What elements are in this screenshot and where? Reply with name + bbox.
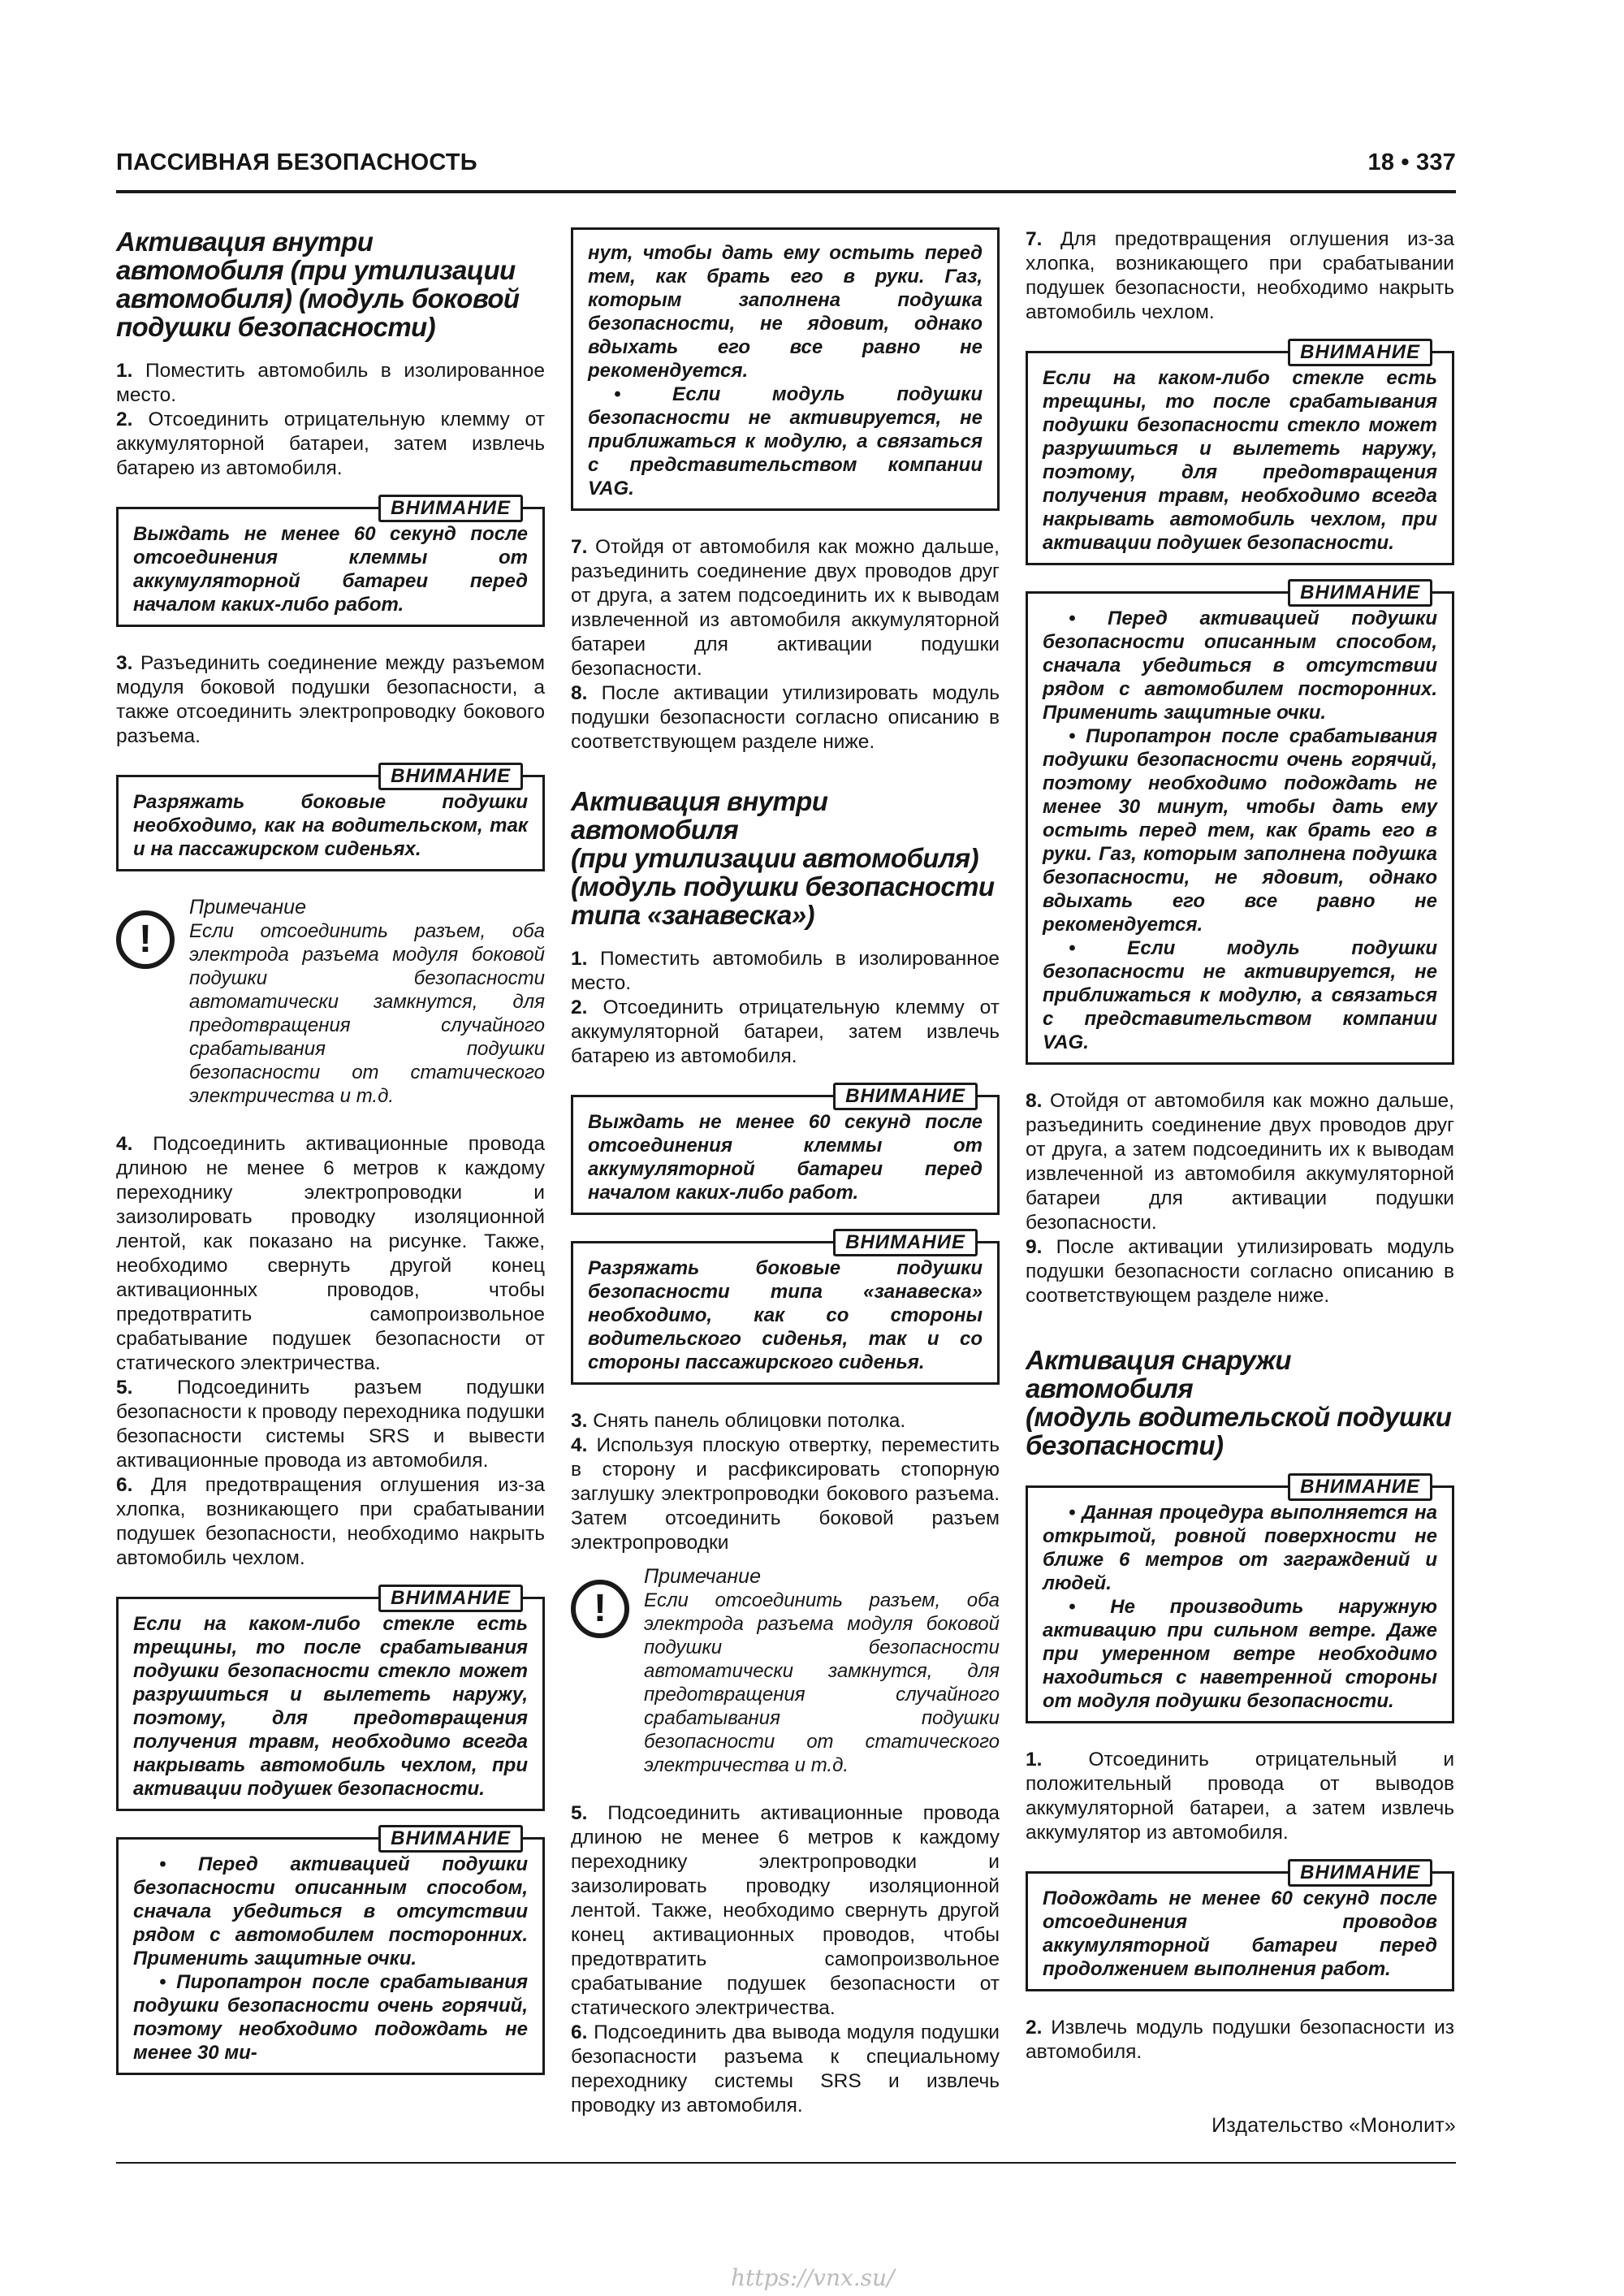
step-text: Поместить автомобиль в изолированное место. bbox=[116, 360, 545, 406]
step-item bbox=[116, 1376, 545, 1473]
header-rule bbox=[116, 190, 1456, 193]
heading-line: (при утилизации автомобиля) bbox=[571, 843, 978, 873]
step-number: 7. bbox=[571, 536, 588, 558]
step-text: Используя плоскую отвертку, переместить в сторону и расфиксировать стопорную заглушку электропроводки бокового разъема. Затем отсоединить боковой разъем электропроводки bbox=[571, 1434, 1000, 1554]
step-text: Отсоединить отрицательную клемму от аккумуляторной батареи, затем извлечь батарею из автомобиля. bbox=[571, 997, 1000, 1067]
step-item bbox=[1026, 1748, 1454, 1845]
watermark-url[interactable]: https://vnx.su/ bbox=[731, 2264, 895, 2291]
step-item bbox=[1026, 1235, 1454, 1308]
warning-text: • Пиропатрон после срабатывания подушки безопасности очень горячий, поэтому необходимо подождать не менее 30 минут, чтобы дать ему остыть перед тем, как брать его в руки. Газ, которым заполнена подушка безопасности, не ядовит, однако вдыхать его все равно не рекомендуется. bbox=[1043, 725, 1437, 936]
note-block bbox=[116, 896, 545, 1108]
step-number: 1. bbox=[1026, 1749, 1043, 1771]
step-text: Извлечь модуль подушки безопасности из автомобиля. bbox=[1026, 2017, 1455, 2063]
column-1 bbox=[116, 227, 545, 2099]
step-text: После активации утилизировать модуль подушки безопасности согласно описанию в соответствующем разделе ниже. bbox=[1026, 1236, 1454, 1307]
warning-label: ВНИМАНИЕ bbox=[833, 1083, 978, 1110]
step-item bbox=[116, 1132, 545, 1376]
warning-box-continued bbox=[571, 227, 1000, 511]
warning-text: • Перед активацией подушки безопасности описанным способом, сначала убедиться в отсутствии рядом с автомобилем посторонних. Применить защитные очки. bbox=[1043, 608, 1437, 724]
step-text: Подсоединить активационные провода длиною не менее 6 метров к каждому переходнику электропроводки и заизолировать проводку изоляционной лентой, как показано на рисунке. Также, необходимо свернуть другой конец активационных проводов, чтобы предотвратить самопроизвольное срабатывание подушек безопасности от статического электричества. bbox=[116, 1133, 545, 1374]
warning-label: ВНИМАНИЕ bbox=[1288, 1473, 1432, 1501]
step-number: 2. bbox=[116, 409, 133, 430]
step-item bbox=[571, 1433, 1000, 1555]
step-text: Подсоединить разъем подушки безопасности к проводу переходника подушки безопасности системы SRS и вывести активационные провода из автомобиля. bbox=[116, 1377, 545, 1472]
step-number: 5. bbox=[571, 1802, 588, 1824]
warning-box bbox=[116, 765, 545, 871]
warning-label: ВНИМАНИЕ bbox=[378, 1825, 523, 1853]
warning-text: Разряжать боковые подушки безопасности типа «занавеска» необходимо, как со стороны водительского сиденья, так и со стороны пассажирского сиденья. bbox=[588, 1257, 983, 1373]
step-text: Разъединить соединение между разъемом модуля боковой подушки безопасности, а также отсоединить электропроводку бокового разъема. bbox=[116, 652, 545, 747]
step-item bbox=[571, 2021, 1000, 2118]
step-text: Отсоединить отрицательный и положительный провода от выводов аккумуляторной батареи, а затем извлечь аккумулятор из автомобиля. bbox=[1026, 1749, 1455, 1844]
heading-line: Активация внутри bbox=[116, 227, 374, 257]
step-number: 9. bbox=[1026, 1236, 1043, 1258]
step-text: Снять панель облицовки потолка. bbox=[593, 1410, 906, 1432]
step-number: 2. bbox=[1026, 2017, 1043, 2039]
exclamation-icon: ! bbox=[571, 1580, 629, 1638]
heading-line: безопасности) bbox=[1026, 1430, 1224, 1460]
warning-text: • Данная процедура выполняется на открытой, ровной поверхности не ближе 6 метров от заграждений и людей. bbox=[1043, 1502, 1437, 1594]
step-text: Поместить автомобиль в изолированное место. bbox=[571, 948, 1000, 994]
footer-rule bbox=[116, 2162, 1456, 2164]
warning-label: ВНИМАНИЕ bbox=[833, 1229, 978, 1256]
warning-text: • Пиропатрон после срабатывания подушки безопасности очень горячий, поэтому необходимо подождать не менее 30 ми- bbox=[133, 1971, 528, 2064]
publisher-footer: Издательство «Монолит» bbox=[1212, 2114, 1456, 2137]
heading-line: автомобиля) (модуль боковой bbox=[116, 283, 520, 313]
step-item bbox=[571, 535, 1000, 681]
warning-box bbox=[1026, 582, 1454, 1065]
note-text: Если отсоединить разъем, оба электрода разъема модуля боковой подушки безопасности автоматически замкнутся, для предотвращения случайного срабатывания подушки безопасности от статического электричества и т.д. bbox=[189, 920, 545, 1107]
step-number: 4. bbox=[571, 1434, 588, 1456]
note-text: Если отсоединить разъем, оба электрода разъема модуля боковой подушки безопасности автоматически замкнутся, для предотвращения случайного срабатывания подушки безопасности от статического электричества и т.д. bbox=[644, 1589, 1000, 1776]
warning-text: Если на каком-либо стекле есть трещины, то после срабатывания подушки безопасности стекло может разрушиться и вылететь наружу, поэтому, для предотвращения получения травм, необходимо всегда накрывать автомобиль чехлом, при активации подушек безопасности. bbox=[133, 1613, 528, 1800]
step-number: 6. bbox=[571, 2021, 588, 2043]
step-item bbox=[571, 996, 1000, 1069]
section-title: ПАССИВНАЯ БЕЗОПАСНОСТЬ bbox=[116, 149, 477, 175]
step-number: 6. bbox=[116, 1474, 133, 1496]
note-block bbox=[571, 1565, 1000, 1777]
warning-text: нут, чтобы дать ему остыть перед тем, как брать его в руки. Газ, которым заполнена подушка безопасности, не ядовит, однако вдыхать его все равно не рекомендуется. bbox=[588, 242, 983, 382]
warning-text: Если на каком-либо стекле есть трещины, то после срабатывания подушки безопасности стекло может разрушиться и вылететь наружу, поэтому, для предотвращения получения травм, необходимо всегда накрывать автомобиль чехлом, при активации подушек безопасности. bbox=[1043, 367, 1437, 554]
column-2 bbox=[571, 227, 1000, 2118]
step-text: Для предотвращения оглушения из-за хлопка, возникающего при срабатывании подушек безопасности, необходимо накрыть автомобиль чехлом. bbox=[1026, 228, 1454, 323]
warning-text: • Не производить наружную активацию при сильном ветре. Даже при умеренном ветре необходимо находиться с наветренной стороны от модуля подушки безопасности. bbox=[1043, 1596, 1437, 1712]
warning-label: ВНИМАНИЕ bbox=[1288, 1859, 1432, 1887]
step-item bbox=[116, 1473, 545, 1571]
warning-box bbox=[1026, 341, 1454, 565]
step-item bbox=[571, 1801, 1000, 2021]
step-number: 4. bbox=[116, 1133, 133, 1155]
step-number: 5. bbox=[116, 1377, 133, 1399]
warning-box bbox=[116, 1827, 545, 2075]
step-number: 3. bbox=[116, 652, 133, 674]
step-item bbox=[1026, 2016, 1454, 2065]
page-number: 18 • 337 bbox=[1367, 149, 1456, 175]
warning-text: Подождать не менее 60 секунд после отсоединения проводов аккумуляторной батареи перед продолжением выполнения работ. bbox=[1043, 1887, 1437, 1980]
step-number: 8. bbox=[1026, 1090, 1043, 1112]
column-3 bbox=[1026, 227, 1454, 2065]
step-item bbox=[571, 681, 1000, 755]
spacer bbox=[1026, 1308, 1454, 1346]
step-text: Отойдя от автомобиля как можно дальше, разъединить соединение двух проводов друг от друга, а затем подсоединить их к выводам извлеченной из автомобиля аккумуляторной батареи для активации подушки безопасности. bbox=[571, 536, 1000, 680]
step-item bbox=[571, 947, 1000, 996]
step-number: 1. bbox=[116, 360, 133, 382]
warning-box bbox=[116, 497, 545, 627]
heading-line: (модуль подушки безопасности bbox=[571, 871, 995, 902]
section-heading bbox=[1026, 1346, 1454, 1459]
section-heading bbox=[571, 787, 1000, 929]
step-item bbox=[116, 408, 545, 481]
step-item bbox=[571, 1409, 1000, 1433]
step-text: Подсоединить два вывода модуля подушки безопасности разъема к специальному переходнику системы SRS и извлечь проводку из автомобиля. bbox=[571, 2021, 1000, 2117]
heading-line: Активация внутри автомобиля bbox=[571, 786, 828, 845]
spacer bbox=[571, 755, 1000, 787]
step-number: 8. bbox=[571, 682, 588, 704]
step-text: Отсоединить отрицательную клемму от аккумуляторной батареи, затем извлечь батарею из автомобиля. bbox=[116, 409, 545, 479]
warning-label: ВНИМАНИЕ bbox=[378, 763, 523, 790]
step-text: Подсоединить активационные провода длиною не менее 6 метров к каждому переходнику электропроводки и заизолировать проводку изоляционной лентой. Также, необходимо свернуть другой конец активационных проводов, чтобы предотвратить самопроизвольное срабатывание подушек безопасности от статического электричества. bbox=[571, 1802, 1000, 2019]
step-number: 2. bbox=[571, 997, 588, 1018]
warning-box bbox=[1026, 1861, 1454, 1991]
warning-box bbox=[1026, 1476, 1454, 1723]
step-item bbox=[1026, 1089, 1454, 1235]
note-title: Примечание bbox=[189, 896, 306, 919]
step-number: 1. bbox=[571, 948, 588, 970]
heading-line: подушки безопасности) bbox=[116, 312, 436, 342]
warning-text: • Перед активацией подушки безопасности описанным способом, сначала убедиться в отсутствии рядом с автомобилем посторонних. Применить защитные очки. bbox=[133, 1853, 528, 1970]
heading-line: (модуль водительской подушки bbox=[1026, 1402, 1452, 1432]
warning-label: ВНИМАНИЕ bbox=[1288, 579, 1432, 607]
page-header bbox=[116, 149, 1456, 176]
warning-text: Разряжать боковые подушки необходимо, как на водительском, так и на пассажирском сиденьях. bbox=[133, 791, 528, 860]
step-item bbox=[116, 359, 545, 408]
step-number: 3. bbox=[571, 1410, 588, 1432]
step-number: 7. bbox=[1026, 228, 1043, 250]
step-text: Для предотвращения оглушения из-за хлопка, возникающего при срабатывании подушек безопасности, необходимо накрыть автомобиль чехлом. bbox=[116, 1474, 545, 1569]
warning-text: • Если модуль подушки безопасности не активируется, не приближаться к модулю, а связаться с представительством компании VAG. bbox=[588, 383, 983, 499]
section-heading bbox=[116, 227, 545, 341]
warning-label: ВНИМАНИЕ bbox=[378, 495, 523, 522]
warning-text: Выждать не менее 60 секунд после отсоединения клеммы от аккумуляторной батареи перед началом каких-либо работ. bbox=[588, 1111, 983, 1204]
note-title: Примечание bbox=[644, 1565, 761, 1588]
warning-label: ВНИМАНИЕ bbox=[378, 1585, 523, 1612]
exclamation-icon: ! bbox=[116, 910, 175, 969]
warning-box bbox=[571, 1085, 1000, 1215]
step-text: Отойдя от автомобиля как можно дальше, разъединить соединение двух проводов друг от друга, а затем подсоединить их к выводам извлеченной из автомобиля аккумуляторной батареи для активации подушки безопасности. bbox=[1026, 1090, 1454, 1234]
step-item bbox=[1026, 227, 1454, 325]
step-text: После активации утилизировать модуль подушки безопасности согласно описанию в соответствующем разделе ниже. bbox=[571, 682, 1000, 753]
heading-line: типа «занавеска») bbox=[571, 900, 814, 930]
warning-label: ВНИМАНИЕ bbox=[1288, 339, 1432, 366]
step-item bbox=[116, 651, 545, 749]
warning-text: Выждать не менее 60 секунд после отсоединения клеммы от аккумуляторной батареи перед началом каких-либо работ. bbox=[133, 523, 528, 616]
heading-line: автомобиля (при утилизации bbox=[116, 255, 516, 285]
warning-box bbox=[571, 1231, 1000, 1385]
warning-box bbox=[116, 1587, 545, 1811]
heading-line: Активация снаружи автомобиля bbox=[1026, 1345, 1291, 1403]
warning-text: • Если модуль подушки безопасности не активируется, не приближаться к модулю, а связаться с представительством компании VAG. bbox=[1043, 937, 1437, 1053]
